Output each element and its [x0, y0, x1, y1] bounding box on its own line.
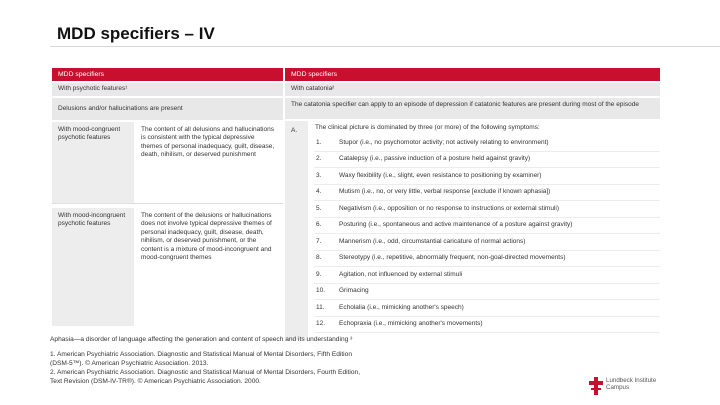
criterion-intro: The clinical picture is dominated by three (or more) of the following symptoms: — [315, 124, 540, 131]
mood-incongruent-text: The content of the delusions or hallucinations does not involve typical depressive themes of personal inadequacy, guilt, disease, death, nihilism, or deserved punishment, or the content is a mixture of mood-incongruent and mood-congruent themes — [141, 212, 272, 262]
mood-incongruent-row — [52, 208, 283, 326]
title-divider — [50, 46, 720, 47]
symptom-number: 12. — [316, 320, 326, 328]
criterion-body — [308, 121, 660, 340]
symptom-row — [314, 185, 660, 202]
symptom-row — [314, 317, 660, 334]
symptom-row — [314, 251, 660, 268]
symptom-number: 3. — [316, 171, 322, 179]
symptom-row — [314, 168, 660, 185]
criterion-letter: A. — [285, 121, 308, 340]
symptom-row — [314, 267, 660, 284]
symptom-row — [314, 300, 660, 317]
symptom-text: Grimacing — [339, 287, 369, 295]
logo-line-1: Lundbeck Institute — [606, 377, 657, 384]
mood-congruent-row — [52, 122, 283, 204]
delusions-row: Delusions and/or hallucinations are present — [52, 98, 283, 120]
symptom-number: 8. — [316, 254, 322, 262]
symptom-number: 10. — [316, 287, 326, 295]
logo-line-2: Campus — [606, 384, 630, 392]
psychotic-features-table — [52, 68, 283, 326]
symptom-number: 6. — [316, 221, 322, 229]
symptom-number: 2. — [316, 155, 322, 163]
symptom-row — [314, 135, 660, 152]
symptom-text: Echolalia (i.e., mimicking another's speech) — [339, 303, 464, 311]
reference-1-line-2: (DSM-5™). © American Psychiatric Association. 2013. — [50, 360, 209, 367]
mood-incongruent-label: With mood-incongruent psychotic features — [52, 208, 134, 326]
catatonia-label: With catatonia² — [285, 83, 660, 96]
symptom-text: Catalepsy (i.e., passive induction of a posture held against gravity) — [339, 155, 531, 163]
mood-congruent-text: The content of all delusions and hallucinations is consistent with the typical depressive themes of personal inadequacy, guilt, disease, death, nihilism, or deserved punishment — [141, 126, 275, 159]
catatonia-description: The catatonia specifier can apply to an episode of depression if catatonic features are present during most of the episode — [285, 98, 660, 119]
symptom-row — [314, 234, 660, 251]
symptom-text: Waxy flexibility (i.e., slight, even resistance to positioning by examiner) — [339, 171, 542, 179]
footnotes — [50, 335, 500, 386]
symptom-text: Stupor (i.e., no psychomotor activity; not actively relating to environment) — [339, 138, 549, 146]
symptom-text: Posturing (i.e., spontaneous and active maintenance of a posture against gravity) — [339, 221, 573, 229]
mood-congruent-label: With mood-congruent psychotic features — [52, 122, 134, 203]
catatonia-criteria — [285, 121, 660, 340]
right-table-header: MDD specifiers — [285, 68, 660, 81]
catatonia-table — [285, 68, 660, 340]
lundbeck-logo — [589, 377, 656, 395]
symptom-row — [314, 284, 660, 301]
symptom-text: Stereotypy (i.e., repetitive, abnormally frequent, non-goal-directed movements) — [339, 254, 566, 262]
symptom-row — [314, 152, 660, 169]
left-table-header: MDD specifiers — [52, 68, 283, 81]
psychotic-features-label: With psychotic features¹ — [52, 83, 283, 96]
symptom-text: Echopraxia (i.e., mimicking another's movements) — [339, 320, 483, 328]
symptom-text: Agitation, not influenced by external stimuli — [339, 270, 463, 278]
reference-2-line-1: 2. American Psychiatric Association. Diagnostic and Statistical Manual of Mental Disorders, Fourth Edition, — [50, 369, 361, 376]
aphasia-footnote: Aphasia—a disorder of language affecting the generation and content of speech and its understanding ³ — [50, 336, 353, 343]
symptom-text: Negativism (i.e., opposition or no response to instructions or external stimuli) — [339, 204, 560, 212]
reference-2-line-2: Text Revision (DSM-IV-TR®). © American Psychiatric Association. 2000. — [50, 378, 261, 385]
logo-mark-icon — [589, 377, 603, 395]
symptom-list — [314, 135, 660, 333]
symptom-row — [314, 218, 660, 235]
symptom-number: 11. — [316, 303, 325, 311]
symptom-text: Mannerism (i.e., odd, circumstantial caricature of normal actions) — [339, 237, 526, 245]
reference-1-line-1: 1. American Psychiatric Association. Diagnostic and Statistical Manual of Mental Disorders, Fifth Edition — [50, 351, 352, 358]
symptom-text: Mutism (i.e., no, or very little, verbal response [exclude if known aphasia]) — [339, 188, 551, 196]
page-title: MDD specifiers – IV — [57, 24, 215, 43]
symptom-number: 4. — [316, 188, 322, 196]
symptom-number: 9. — [316, 270, 322, 278]
symptom-number: 1. — [316, 138, 322, 146]
symptom-number: 5. — [316, 204, 322, 212]
symptom-number: 7. — [316, 237, 322, 245]
symptom-row — [314, 201, 660, 218]
